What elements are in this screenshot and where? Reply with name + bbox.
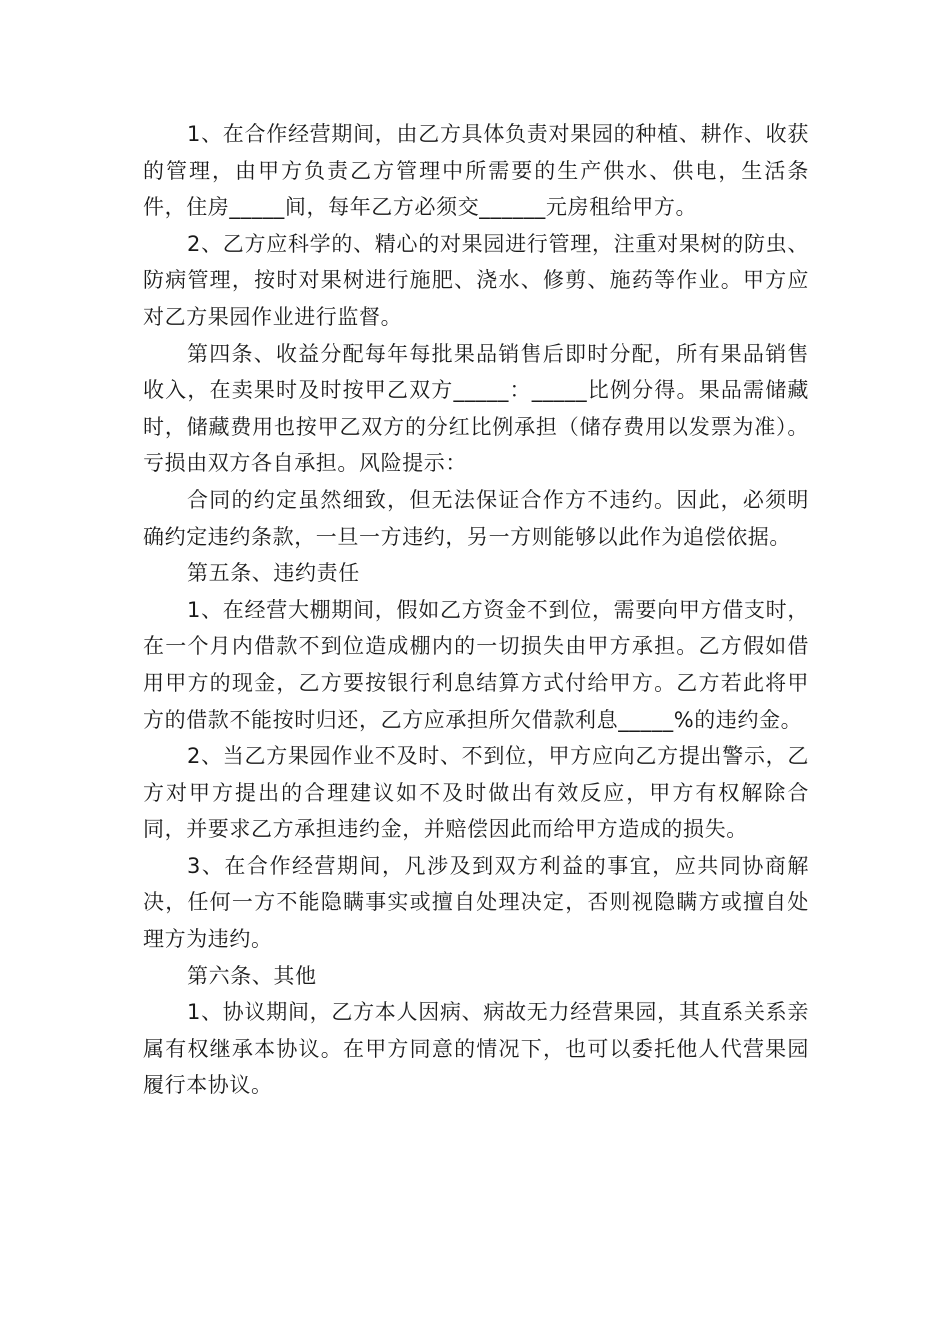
- breach-clause-1: 1、在经营大棚期间，假如乙方资金不到位，需要向甲方借支时，在一个月内借款不到位造成棚内的一切损失由甲方承担。乙方假如借用甲方的现金，乙方要按银行利息结算方式付给甲方。乙方若此将甲方的借款不能按时归还，乙方应承担所欠借款利息_____%的违约金。: [143, 597, 809, 732]
- breach-clause-2: 2、当乙方果园作业不及时、不到位，甲方应向乙方提出警示，乙方对甲方提出的合理建议如不及时做出有效反应，甲方有权解除合同，并要求乙方承担违约金，并赔偿因此而给甲方造成的损失。: [143, 744, 809, 842]
- clause-paragraph-1: 1、在合作经营期间，由乙方具体负责对果园的种植、耕作、收获的管理，由甲方负责乙方管理中所需要的生产供水、供电，生活条件，住房_____间，每年乙方必须交______元房租给甲方。: [143, 122, 809, 220]
- article-five-heading: 第五条、违约责任: [187, 561, 360, 586]
- clause-paragraph-2: 2、乙方应科学的、精心的对果园进行管理，注重对果树的防虫、防病管理，按时对果树进行施肥、浇水、修剪、施药等作业。甲方应对乙方果园作业进行监督。: [143, 231, 809, 329]
- article-six-heading: 第六条、其他: [187, 963, 317, 988]
- other-clause-1: 1、协议期间，乙方本人因病、病故无力经营果园，其直系关系亲属有权继承本协议。在甲方同意的情况下，也可以委托他人代营果园履行本协议。: [143, 1000, 809, 1098]
- risk-notice-paragraph: 合同的约定虽然细致，但无法保证合作方不违约。因此，必须明确约定违约条款，一旦一方违约，另一方则能够以此作为追偿依据。: [143, 487, 809, 549]
- article-four-profit-distribution: 第四条、收益分配每年每批果品销售后即时分配，所有果品销售收入，在卖果时及时按甲乙双方_____：_____比例分得。果品需储藏时，储藏费用也按甲乙双方的分红比例承担（储存费用以发票为准）。亏损由双方各自承担。风险提示：: [143, 341, 809, 476]
- document-body: [143, 116, 809, 1104]
- breach-clause-3: 3、在合作经营期间，凡涉及到双方利益的事宜，应共同协商解决，任何一方不能隐瞒事实或擅自处理决定，否则视隐瞒方或擅自处理方为违约。: [143, 853, 809, 952]
